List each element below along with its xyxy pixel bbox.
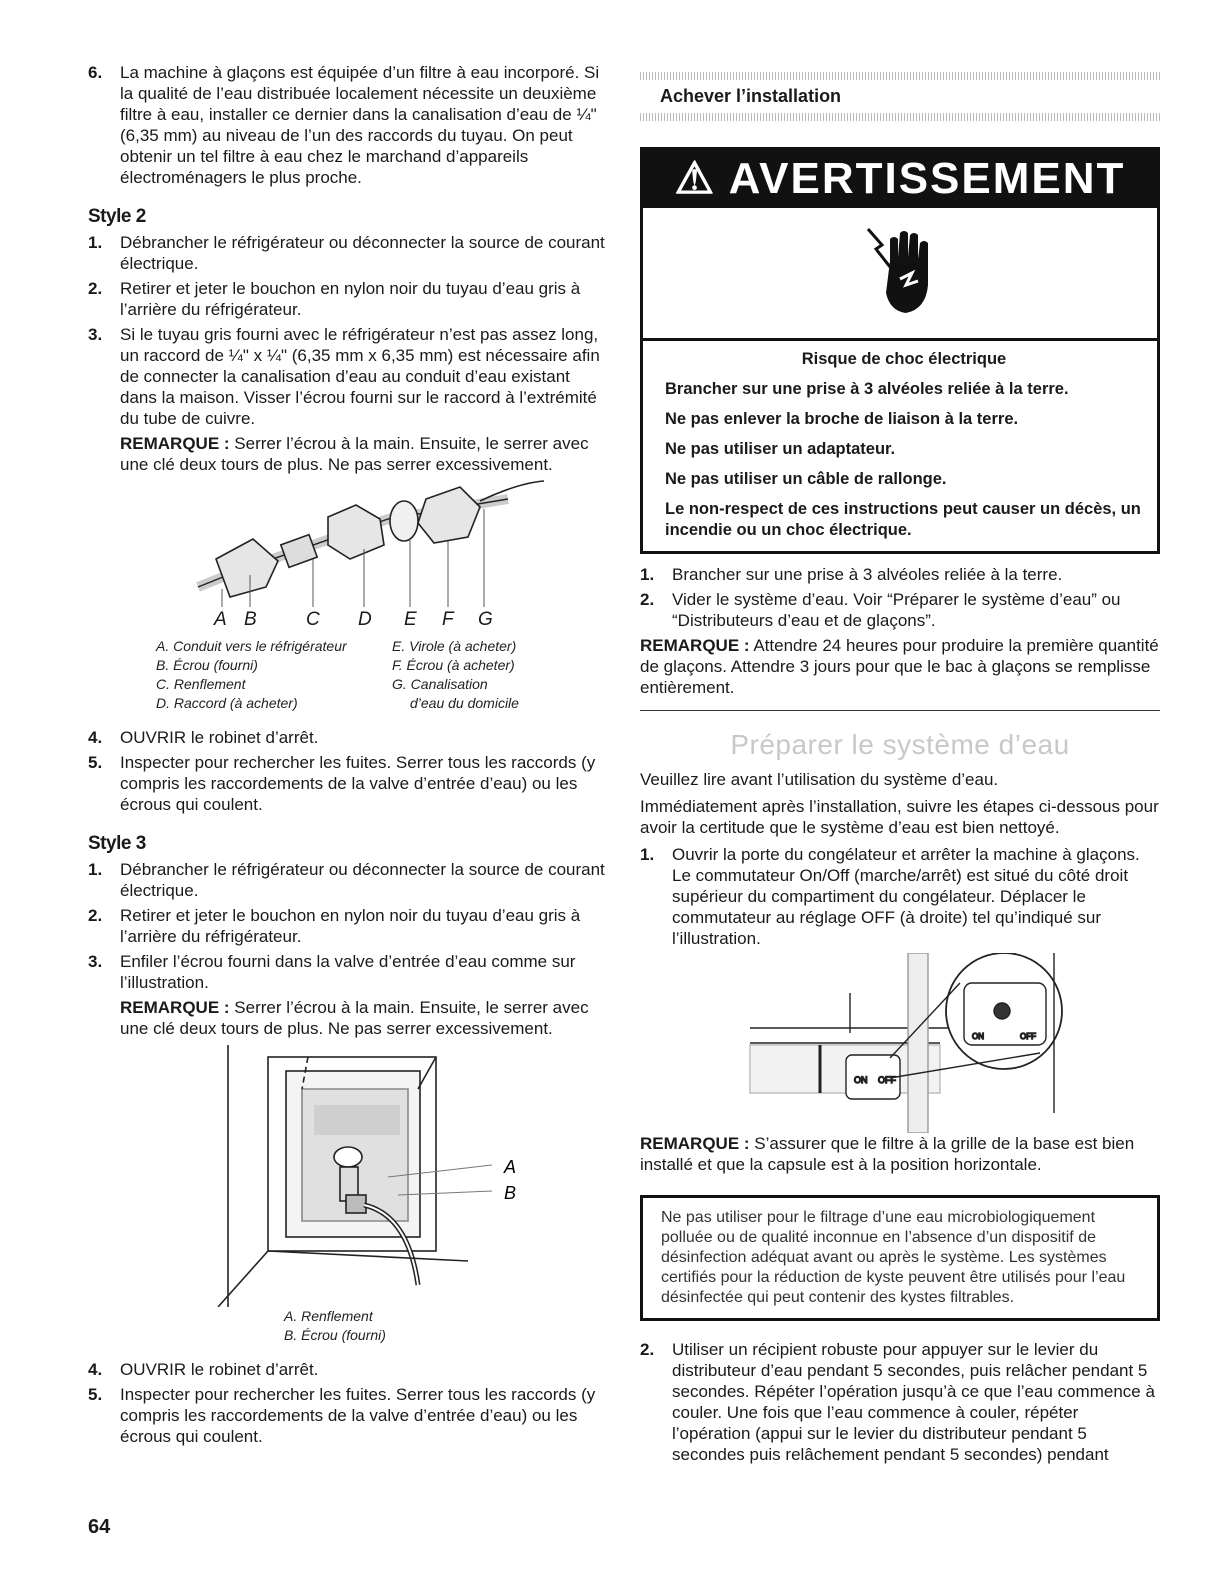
list-item: 3. Enfiler l’écrou fourni dans la valve d’entrée d’eau comme sur l’illustration. REMARQUE : Serrer l’écrou à la main. Ensuite, le serrer avec une clé deux tours de plus. Ne pas serrer excessivement. [88, 951, 608, 1039]
caption-line: A. Renflement [284, 1308, 373, 1324]
switch-drawing [740, 953, 1070, 1133]
section-title: Achever l’installation [660, 86, 842, 106]
list-item: 6. La machine à glaçons est équipée d’un filtre à eau incorporé. Si la qualité de l’eau distribuée localement nécessite un deuxième filtre à eau, installer ce dernier dans la canalisation d’eau de ¼" (6,35 mm) au niveau de l’un des raccords du tuyau. On peut obtenir un tel filtre à eau chez le marchand d’appareils électroménagers le plus proche. [88, 63, 600, 187]
list-item: 2. Retirer et jeter le bouchon en nylon noir du tuyau d’eau gris à l’arrière du réfrigérateur. [88, 279, 581, 319]
style2-heading: Style 2 [88, 206, 146, 227]
style2-steps [88, 232, 608, 475]
divider [640, 710, 1160, 711]
caption-line: F. Écrou (à acheter) [392, 657, 515, 673]
label-a: A [214, 609, 227, 630]
list-item: 5. Inspecter pour rechercher les fuites. Serrer tous les raccords (y compris les raccordements de la valve d’entrée d’eau) ou les écrous qui coulent. [88, 753, 596, 814]
prep-section-title: Préparer le système d’eau [730, 729, 1070, 760]
valve-drawing [88, 1045, 608, 1307]
ice-maker-switch-illustration [740, 953, 1160, 1133]
style3-steps [88, 859, 608, 1039]
list-item: 4. OUVRIR le robinet d’arrêt. [88, 1360, 319, 1379]
switch-on-label: ON [854, 1075, 868, 1085]
fitting-illustration [88, 479, 608, 609]
list-item: 3. Si le tuyau gris fourni avec le réfrigérateur n’est pas assez long, un raccord de ¼" x ¼" (6,35 mm x 6,35 mm) est nécessaire afin de connecter la canalisation d’eau au conduit d’eau existant dans la maison. Visser l’écrou fourni sur le raccord à l’extrémité du tube de cuivre. REMARQUE : Serrer l’écrou à la main. Ensuite, le serrer avec une clé deux tours de plus. Ne pas serrer excessivement. [88, 324, 608, 475]
warning-text [643, 341, 1157, 551]
list-item: 4. OUVRIR le robinet d’arrêt. [88, 728, 319, 747]
list-item: 1. Débrancher le réfrigérateur ou déconnecter la source de courant électrique. [88, 233, 605, 273]
section-rule-bottom [640, 113, 1160, 121]
shock-symbol-area [643, 208, 1157, 341]
label-c: C [306, 609, 320, 630]
warning-triangle-icon: ⚠ [674, 154, 717, 203]
label-g: G [478, 609, 493, 630]
caption-line: D. Raccord (à acheter) [156, 695, 298, 711]
style2-steps-after [88, 727, 608, 815]
label-a: A [504, 1157, 517, 1177]
style3-note: REMARQUE : Serrer l’écrou à la main. Ensuite, le serrer avec une clé deux tours de plus. Ne pas serrer excessivement. [120, 998, 589, 1038]
finish-steps [640, 564, 1160, 631]
prep-note: REMARQUE : S’assurer que le filtre à la grille de la base est bien installé et que la capsule est à la position horizontale. [640, 1134, 1135, 1174]
caption-line: B. Écrou (fourni) [284, 1327, 386, 1343]
valve-illustration [88, 1045, 608, 1307]
label-b: B [504, 1183, 517, 1203]
style3-steps-after [88, 1359, 608, 1447]
caption-line: A. Conduit vers le réfrigérateur [156, 638, 347, 654]
label-f: F [442, 609, 454, 630]
prep-intro: Veuillez lire avant l’utilisation du système d’eau. [640, 770, 999, 789]
fitting-letters [88, 609, 608, 637]
switch-off-label: OFF [878, 1075, 896, 1085]
list-item: 5. Inspecter pour rechercher les fuites. Serrer tous les raccords (y compris les raccordements de la valve d’entrée d’eau) ou les écrous qui coulent. [88, 1385, 596, 1446]
warning-line: Brancher sur une prise à 3 alvéoles reliée à la terre. [665, 380, 1069, 398]
list-item: 1. Brancher sur une prise à 3 alvéoles reliée à la terre. [640, 565, 1063, 584]
warning-line: Le non-respect de ces instructions peut causer un décès, un incendie ou un choc électrique. [665, 500, 1141, 539]
warning-line: Ne pas utiliser un câble de rallonge. [665, 470, 947, 488]
caption-line: C. Renflement [156, 676, 246, 692]
switch-on-zoom-label: ON [972, 1032, 984, 1041]
label-b: B [244, 609, 257, 630]
warning-box [640, 147, 1160, 554]
right-column [640, 72, 1160, 1469]
notice-box: Ne pas utiliser pour le filtrage d’une eau microbiologiquement polluée ou de qualité inconnue en l’absence d’un dispositif de désinfection adéquat avant ou après le système. Les systèmes certifiés pour la réduction de kyste peuvent être utilisés pour l’eau désinfectée qui peut contenir des kystes filtrables. [640, 1195, 1160, 1321]
label-e: E [404, 609, 417, 630]
warning-line: Risque de choc électrique [801, 350, 1007, 368]
page-number: 64 [88, 1516, 111, 1538]
switch-off-zoom-label: OFF [1020, 1032, 1036, 1041]
caption-line: B. Écrou (fourni) [156, 657, 258, 673]
caption-line: E. Virole (à acheter) [392, 638, 517, 654]
list-item: 2. Vider le système d’eau. Voir “Préparer le système d’eau” ou “Distributeurs d’eau et de glaçons”. [640, 590, 1121, 630]
label-d: D [358, 609, 372, 630]
prep-steps-cont [640, 1339, 1160, 1465]
style2-note: REMARQUE : Serrer l’écrou à la main. Ensuite, le serrer avec une clé deux tours de plus. Ne pas serrer excessivement. [120, 434, 589, 474]
warning-header: ⚠ AVERTISSEMENT [643, 150, 1157, 208]
list-item: 1. Débrancher le réfrigérateur ou déconnecter la source de courant électrique. [88, 860, 605, 900]
list-item: 2. Retirer et jeter le bouchon en nylon noir du tuyau d’eau gris à l’arrière du réfrigérateur. [88, 906, 581, 946]
prep-paragraph: Immédiatement après l’installation, suivre les étapes ci-dessous pour avoir la certitude que le système d’eau est bien nettoyé. [640, 797, 1159, 837]
fitting-captions [156, 637, 608, 713]
style3-heading: Style 3 [88, 833, 146, 854]
intro-steps [88, 62, 608, 188]
finish-note: REMARQUE : Attendre 24 heures pour produire la première quantité de glaçons. Attendre 3 jours pour que le bac à glaçons se remplisse entièrement. [640, 636, 1159, 697]
fitting-drawing [88, 479, 608, 609]
warning-line: Ne pas utiliser un adaptateur. [665, 440, 896, 458]
left-column [88, 62, 608, 1451]
valve-captions [284, 1307, 608, 1345]
list-item: 1. Ouvrir la porte du congélateur et arrêter la machine à glaçons. Le commutateur On/Off (marche/arrêt) est situé du côté droit supérieur du compartiment du congélateur. Déplacer le commutateur au réglage OFF (à droite) tel qu’indiqué sur l’illustration. [640, 845, 1140, 948]
caption-line: d’eau du domicile [410, 695, 519, 711]
warning-line: Ne pas enlever la broche de liaison à la terre. [665, 410, 1019, 428]
section-rule-top [640, 72, 1160, 80]
electric-shock-hand-icon [860, 223, 940, 323]
caption-line: G. Canalisation [392, 676, 488, 692]
prep-steps [640, 844, 1160, 949]
list-item: 2. Utiliser un récipient robuste pour appuyer sur le levier du distributeur d’eau pendant 5 secondes, puis relâcher pendant 5 secondes. Répéter l’opération jusqu’à ce que l’eau commence à couler. Une fois que l’eau commence à couler, répéter l’opération (appui sur le levier du distributeur pendant 5 secondes puis relâchement pendant 5 secondes) pendant [640, 1340, 1155, 1464]
